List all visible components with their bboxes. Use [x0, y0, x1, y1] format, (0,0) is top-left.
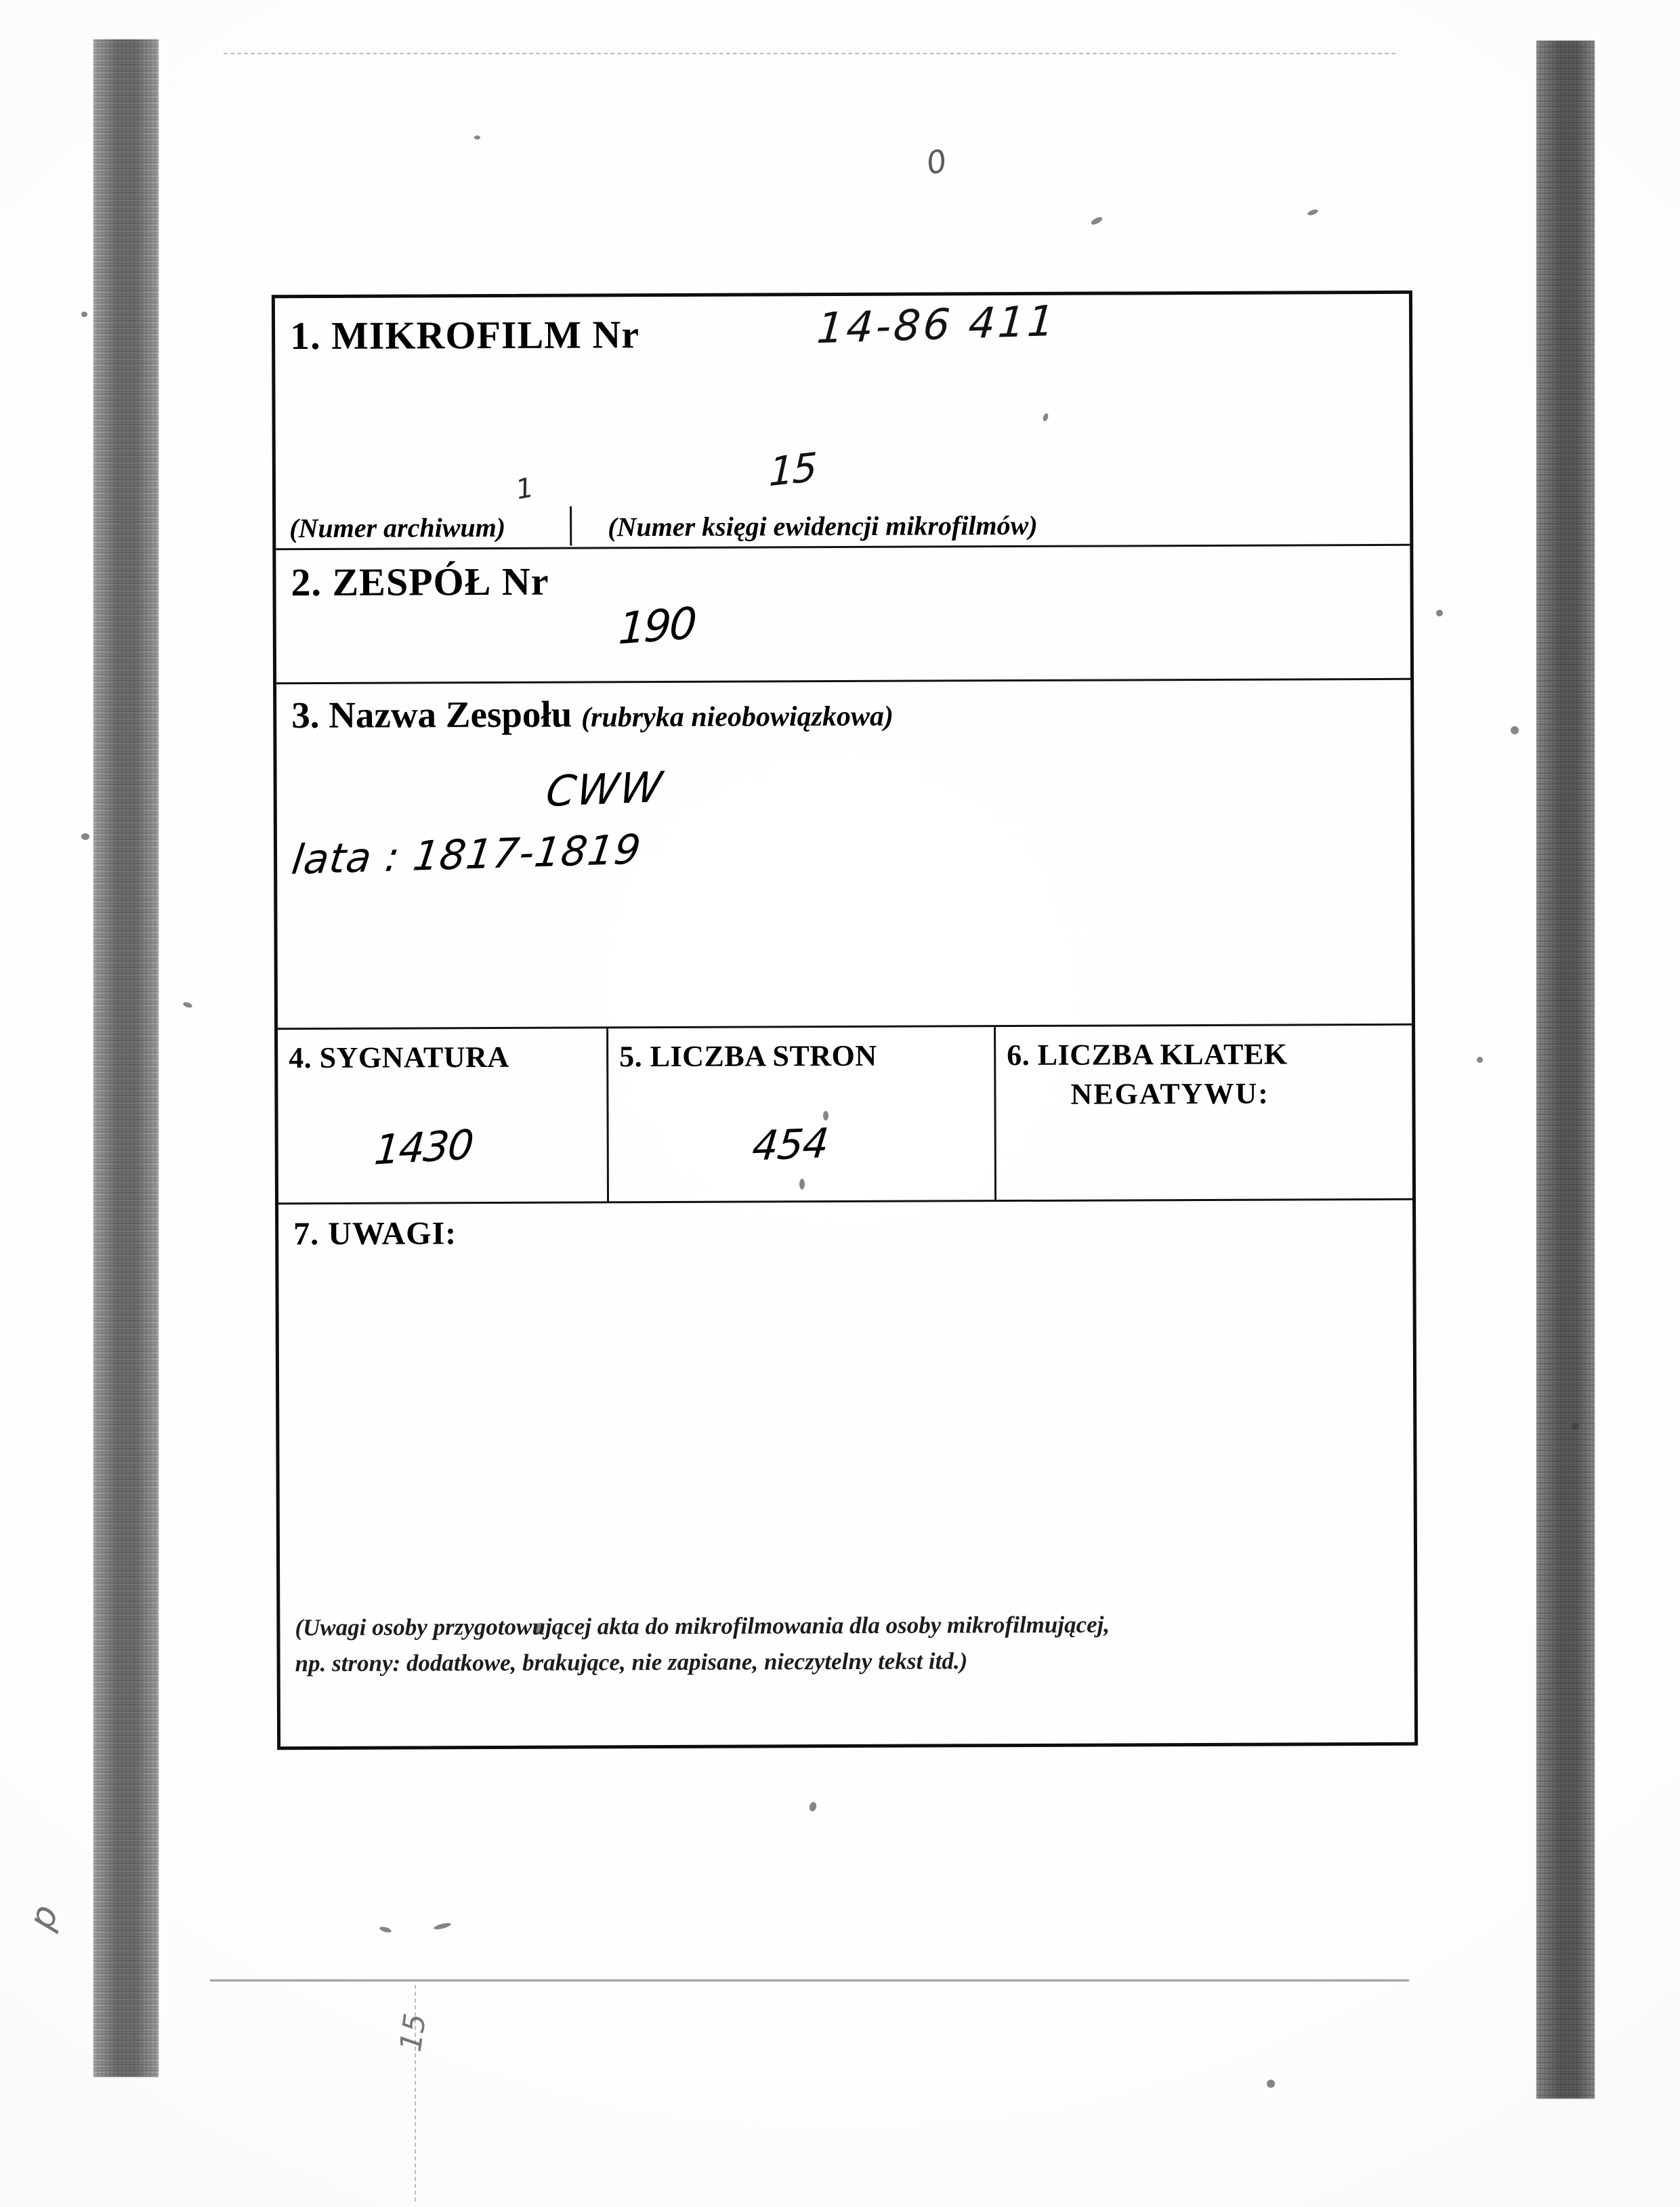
form-row-nazwa-zespolu — [276, 680, 1412, 1030]
margin-mark-top: 0 — [923, 142, 950, 182]
uwagi-footnote — [295, 1606, 1400, 1681]
margin-mark-bottom: 15 — [393, 2011, 434, 2054]
scan-speck — [81, 312, 87, 317]
form-cell-liczba-stron — [608, 1027, 996, 1201]
handwritten-zespol-number: 190 — [617, 598, 696, 655]
scan-speck — [1477, 1057, 1483, 1063]
scan-speck — [81, 833, 89, 840]
scan-speck — [474, 135, 480, 140]
margin-mark-bottom-left: p — [20, 1899, 67, 1935]
form-row-uwagi — [278, 1200, 1414, 1746]
field-label-liczba-klatek-line1: 6. LICZBA KLATEK — [1007, 1037, 1288, 1072]
scan-speck — [1572, 1423, 1579, 1430]
field-label-liczba-stron: 5. LICZBA STRON — [619, 1038, 877, 1074]
field-label-sygnatura: 4. SYGNATURA — [289, 1040, 509, 1075]
scan-artifact-right-bar — [1536, 41, 1595, 2099]
microfilm-form-table — [272, 291, 1418, 1750]
subcaption-numer-archiwum: (Numer archiwum) — [289, 511, 506, 544]
subcaption-divider — [570, 507, 572, 546]
scan-speck — [1267, 2080, 1275, 2088]
nazwa-zespolu-text: 3. Nazwa Zespołu — [291, 693, 572, 736]
handwritten-mikrofilm-number: 14-86 411 — [815, 295, 1059, 354]
nazwa-zespolu-optional-note: (rubryka nieobowiązkowa) — [581, 700, 894, 734]
scan-bar-texture — [93, 39, 159, 2077]
form-row-zespol — [276, 546, 1410, 684]
scan-speck — [1436, 610, 1443, 616]
handwritten-liczba-stron: 454 — [750, 1119, 831, 1171]
scan-bar-texture — [1536, 41, 1595, 2099]
field-label-mikrofilm: 1. MIKROFILM Nr — [289, 312, 640, 358]
handwritten-zespol-name: CWW — [543, 761, 667, 816]
subcaption-numer-ksiegi: (Numer księgi ewidencji mikrofilmów) — [608, 509, 1038, 543]
handwritten-sygnatura: 1430 — [372, 1121, 475, 1175]
scan-speck — [1511, 726, 1519, 734]
form-cell-liczba-klatek — [996, 1026, 1412, 1200]
uwagi-footnote-line2: np. strony: dodatkowe, brakujące, nie zapisane, nieczytelny tekst itd.) — [295, 1647, 968, 1677]
field-label-zespol: 2. ZESPÓŁ Nr — [291, 559, 549, 605]
scan-crop-line-bottom — [210, 1979, 1409, 1981]
mikrofilm-subcaptions — [276, 502, 1410, 544]
form-row-mikrofilm — [275, 294, 1410, 550]
uwagi-footnote-line1: (Uwagi osoby przygotowującej akta do mikrofilmowania dla osoby mikrofilmującej, — [295, 1611, 1110, 1641]
scan-artifact-left-bar — [93, 39, 159, 2077]
handwritten-register-number: 15 — [768, 444, 817, 496]
handwritten-archive-number: 1 — [513, 471, 537, 506]
field-label-uwagi: 7. UWAGI: — [293, 1215, 457, 1253]
form-row-columns — [278, 1026, 1412, 1204]
field-label-nazwa-zespolu — [291, 692, 894, 736]
scan-crop-line-top — [224, 53, 1395, 54]
field-label-liczba-klatek-line2: NEGATYWU: — [1070, 1076, 1269, 1111]
handwritten-zespol-years: lata : 1817-1819 — [289, 826, 644, 885]
form-cell-sygnatura — [278, 1028, 609, 1202]
